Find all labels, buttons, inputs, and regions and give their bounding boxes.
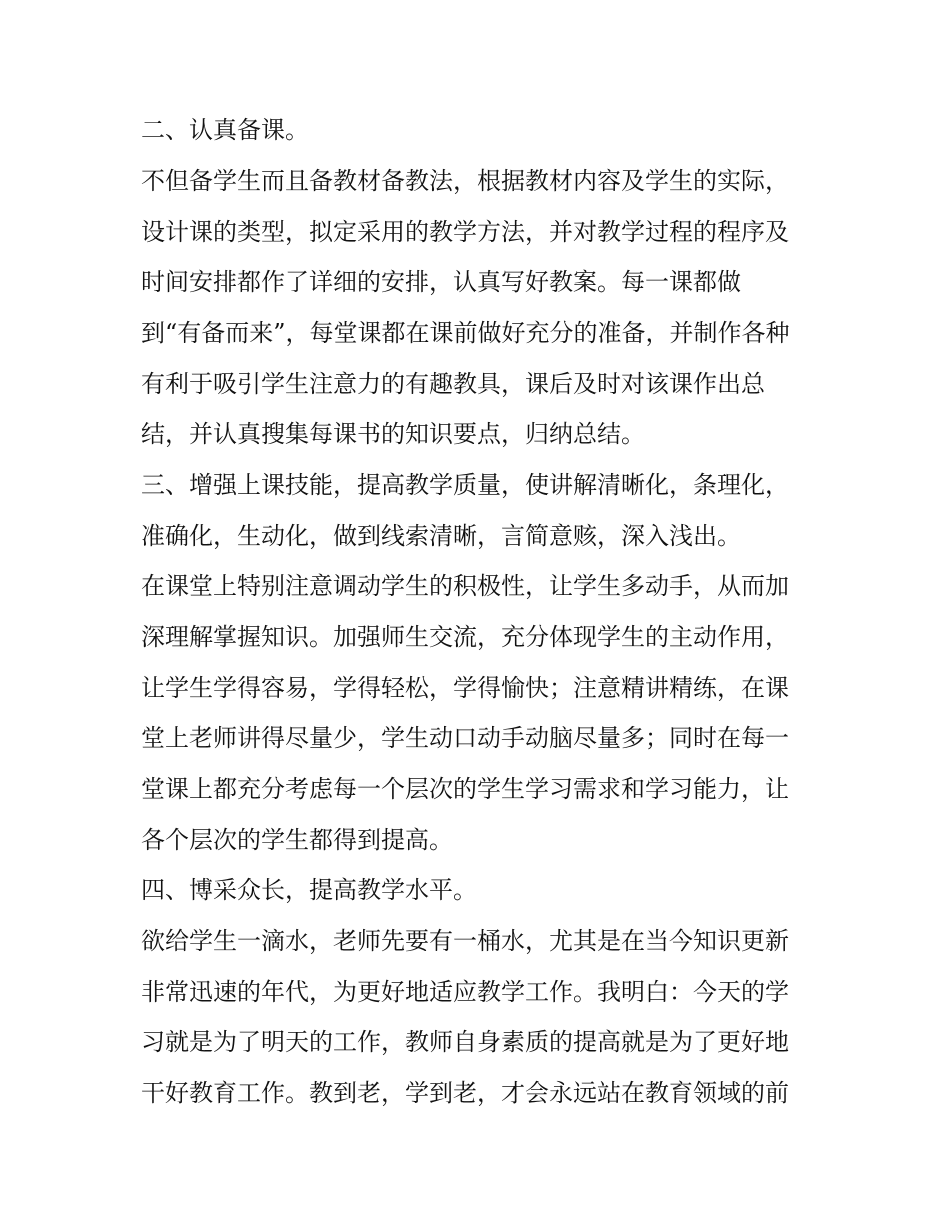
section-heading-2: 二、认真备课。 (141, 116, 309, 144)
text-line: 欲给学生一滴水，老师先要有一桶水，尤其是在当今知识更新 (141, 927, 789, 955)
text-line: 非常迅速的年代，为更好地适应教学工作。我明白：今天的学 (141, 978, 789, 1006)
text-line: 不但备学生而且备教材备教法，根据教材内容及学生的实际， (141, 167, 789, 195)
text-line: 在课堂上特别注意调动学生的积极性，让学生多动手，从而加 (141, 572, 789, 600)
section-heading-4: 四、博采众长，提高教学水平。 (141, 876, 477, 904)
text-line: 堂课上都充分考虑每一个层次的学生学习需求和学习能力，让 (141, 775, 789, 803)
text-line: 习就是为了明天的工作，教师自身素质的提高就是为了更好地 (141, 1028, 789, 1056)
text-line: 让学生学得容易，学得轻松，学得愉快；注意精讲精练，在课 (141, 674, 789, 702)
text-line: 各个层次的学生都得到提高。 (141, 826, 453, 854)
text-line: 有利于吸引学生注意力的有趣教具，课后及时对该课作出总 (141, 370, 765, 398)
text-line: 堂上老师讲得尽量少，学生动口动手动脑尽量多；同时在每一 (141, 724, 789, 752)
text-line: 准确化，生动化，做到线索清晰，言简意赅，深入浅出。 (141, 522, 741, 550)
text-line: 到“有备而来”，每堂课都在课前做好充分的准备，并制作各种 (141, 319, 790, 347)
text-line: 设计课的类型，拟定采用的教学方法，并对教学过程的程序及 (141, 218, 789, 246)
text-line: 时间安排都作了详细的安排，认真写好教案。每一课都做 (141, 268, 741, 296)
text-line: 干好教育工作。教到老，学到老，才会永远站在教育领域的前 (141, 1079, 789, 1107)
text-line: 深理解掌握知识。加强师生交流，充分体现学生的主动作用， (141, 623, 789, 651)
section-heading-3: 三、增强上课技能，提高教学质量，使讲解清晰化，条理化， (141, 471, 789, 499)
text-line: 结，并认真搜集每课书的知识要点，归纳总结。 (141, 420, 645, 448)
